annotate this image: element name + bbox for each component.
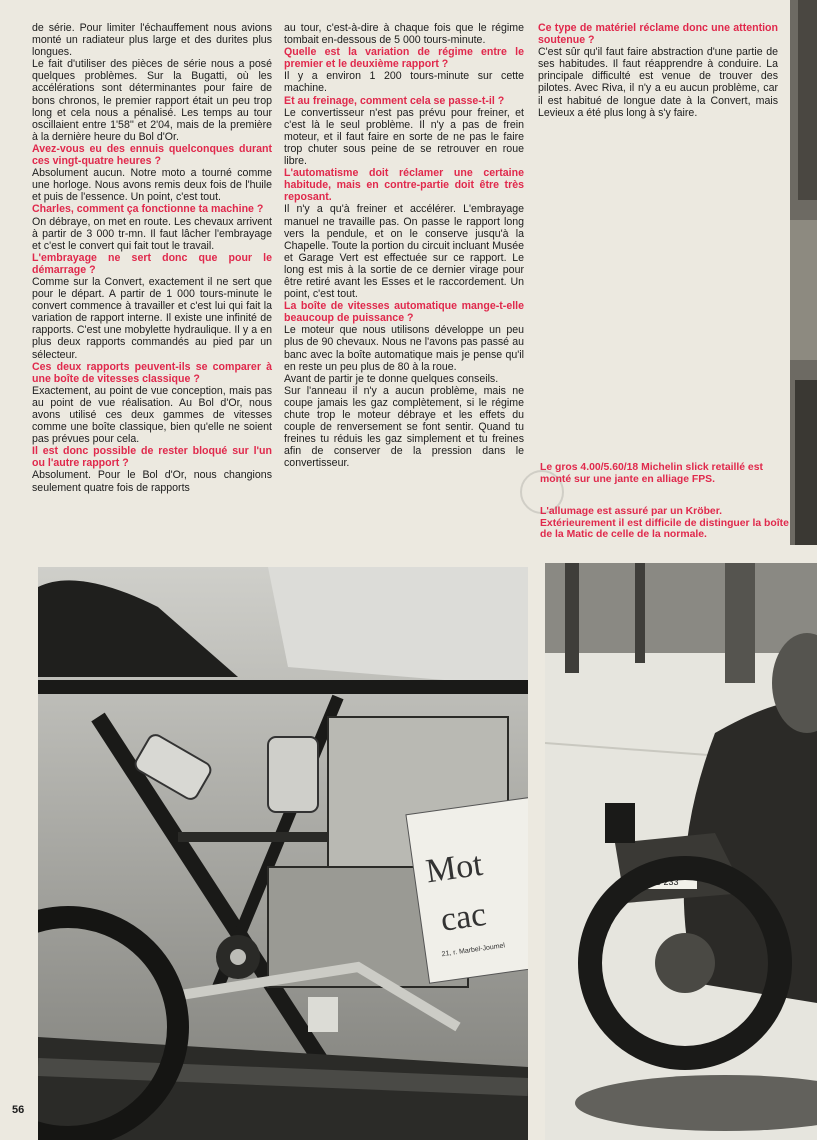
text-column-3: [538, 22, 778, 119]
question-heading: Et au freinage, comment cela se passe-t-il ?: [284, 94, 505, 107]
answer-paragraph: Sur l'anneau il n'y a aucun problème, mais ne coupe jamais les gaz complètement, si le régime chute trop le moteur débraye et les effets du couple de renversement se font sentir. Quand tu freines tu réduis les gaz simplement et tu freines afin de conserver de la pression dans le convertisseur.: [284, 384, 524, 470]
caption-tyre: Le gros 4.00/5.60/18 Michelin slick retaillé est monté sur une jante en alliage FPS.: [540, 462, 763, 485]
photo-plate: EBASS 233: [631, 877, 679, 887]
answer-paragraph: Comme sur la Convert, exactement il ne sert que pour le départ. A partir de 1 000 tours-minute le convert commence à travailler et c'est lui qui fait la variation de rapport interne. Il existe une infinité de rapports. C'est une mobylette hydraulique. Il y a en plus deux rapports commandés au pied par un sélecteur.: [32, 275, 272, 361]
question-heading: Charles, comment ça fonctionne ta machine ?: [32, 203, 264, 216]
photo-top-right-strip: [790, 0, 817, 545]
text-column-1: [32, 22, 272, 494]
photo-engine: [38, 567, 528, 1140]
question-heading: La boîte de vitesses automatique mange-t-elle beaucoup de puissance ?: [284, 300, 524, 325]
answer-paragraph: Le convertisseur n'est pas prévu pour freiner, et c'est là le seul problème. Il n'y a pas de frein moteur, et il faut faire en sorte de ne pas le faire trop chuter sous peine de se retrouver en roue libre.: [284, 106, 524, 168]
answer-paragraph: au tour, c'est-à-dire à chaque fois que le régime tombait en-dessous de 5 000 tours-minute.: [284, 22, 524, 47]
caption-ignition: L'allumage est assuré par un Kröber. Extérieurement il est difficile de distinguer la boîte de la Matic de celle de la normale.: [540, 506, 789, 541]
question-heading: L'automatisme doit réclamer une certaine habitude, mais en contre-partie doit être très reposant.: [284, 167, 524, 204]
answer-paragraph: de série. Pour limiter l'échauffement nous avions monté un radiateur plus large et des durites plus longues.: [32, 22, 272, 59]
answer-paragraph: Le moteur que nous utilisons développe un peu plus de 90 chevaux. Nous ne l'avons pas passé au banc avec la boîte automatique mais je pense qu'il en reste un peu plus de 80 à la roue.: [284, 324, 524, 373]
photo-logo-line1: Mot: [423, 845, 485, 891]
photo-rider-cornering: [545, 563, 817, 1140]
photo-logo-small: 21, r. Marbel-Joumel: [441, 942, 506, 959]
question-heading: Il est donc possible de rester bloqué sur l'un ou l'autre rapport ?: [32, 445, 272, 470]
answer-paragraph: Absolument aucun. Notre moto a tourné comme une horloge. Nous avons remis deux fois de l'huile et puis de l'essence. Un point, c'est tout.: [32, 167, 272, 204]
question-heading: Ces deux rapports peuvent-ils se comparer à une boîte de vitesses classique ?: [32, 360, 272, 385]
answer-paragraph: Il y a environ 1 200 tours-minute sur cette machine.: [284, 70, 524, 95]
answer-paragraph: Le fait d'utiliser des pièces de série nous a posé quelques problèmes. Sur la Bugatti, où les accélérations sont déterminantes pour faire de bons chronos, le premier rapport était un peu trop long et cela nous a pénalisé. Les temps au tour oscillaient entre 1'58'' et 2'04, mais de la première à la dernière heure du Bol d'Or.: [32, 58, 272, 143]
answer-paragraph: Exactement, au point de vue conception, mais pas au point de vue réalisation. Au Bol d'Or, nous avons utilisé ces deux gammes de vitesses comme une boîte classique, bien qu'elle ne soient pas prévues pour cela.: [32, 384, 272, 446]
question-heading: Ce type de matériel réclame donc une attention soutenue ?: [538, 22, 778, 47]
photo-logo-line2: cac: [438, 895, 489, 939]
answer-paragraph: C'est sûr qu'il faut faire abstraction d'une partie de ses habitudes. Il faut réapprendre à conduire. La principale difficulté est venue de trouver des pilotes. Avec Riva, il n'y a eu aucun problème, car il est habitué de longue date à la Convert, mais Levieux a été plus long à s'y faire.: [538, 46, 778, 119]
answer-paragraph: Absolument. Pour le Bol d'Or, nous changions seulement quatre fois de rapports: [32, 469, 272, 494]
answer-paragraph: Avant de partir je te donne quelques conseils.: [284, 372, 499, 385]
question-heading: Avez-vous eu des ennuis quelconques durant ces vingt-quatre heures ?: [32, 142, 272, 168]
text-column-2: [284, 22, 524, 469]
answer-paragraph: On débraye, on met en route. Les chevaux arrivent à partir de 3 000 tr-mn. Il faut lâcher l'embrayage et c'est le convert qui fait tout le travail.: [32, 215, 272, 252]
question-heading: L'embrayage ne sert donc que pour le démarrage ?: [32, 251, 272, 276]
question-heading: Quelle est la variation de régime entre le premier et le deuxième rapport ?: [284, 46, 524, 71]
answer-paragraph: Il n'y a qu'à freiner et accélérer. L'embrayage manuel ne travaille pas. On passe le rapport long vers la pendule, et on le conserve jusqu'à la Chapelle. Toute la portion du circuit incluant Musée et Garage Vert est effectuée sur ce rapport. Le long est mis à la sortie de ce dernier virage pour être retiré avant les Esses et le raccordement. Un point, c'est tout.: [284, 203, 524, 301]
page-number: 56: [12, 1104, 25, 1116]
